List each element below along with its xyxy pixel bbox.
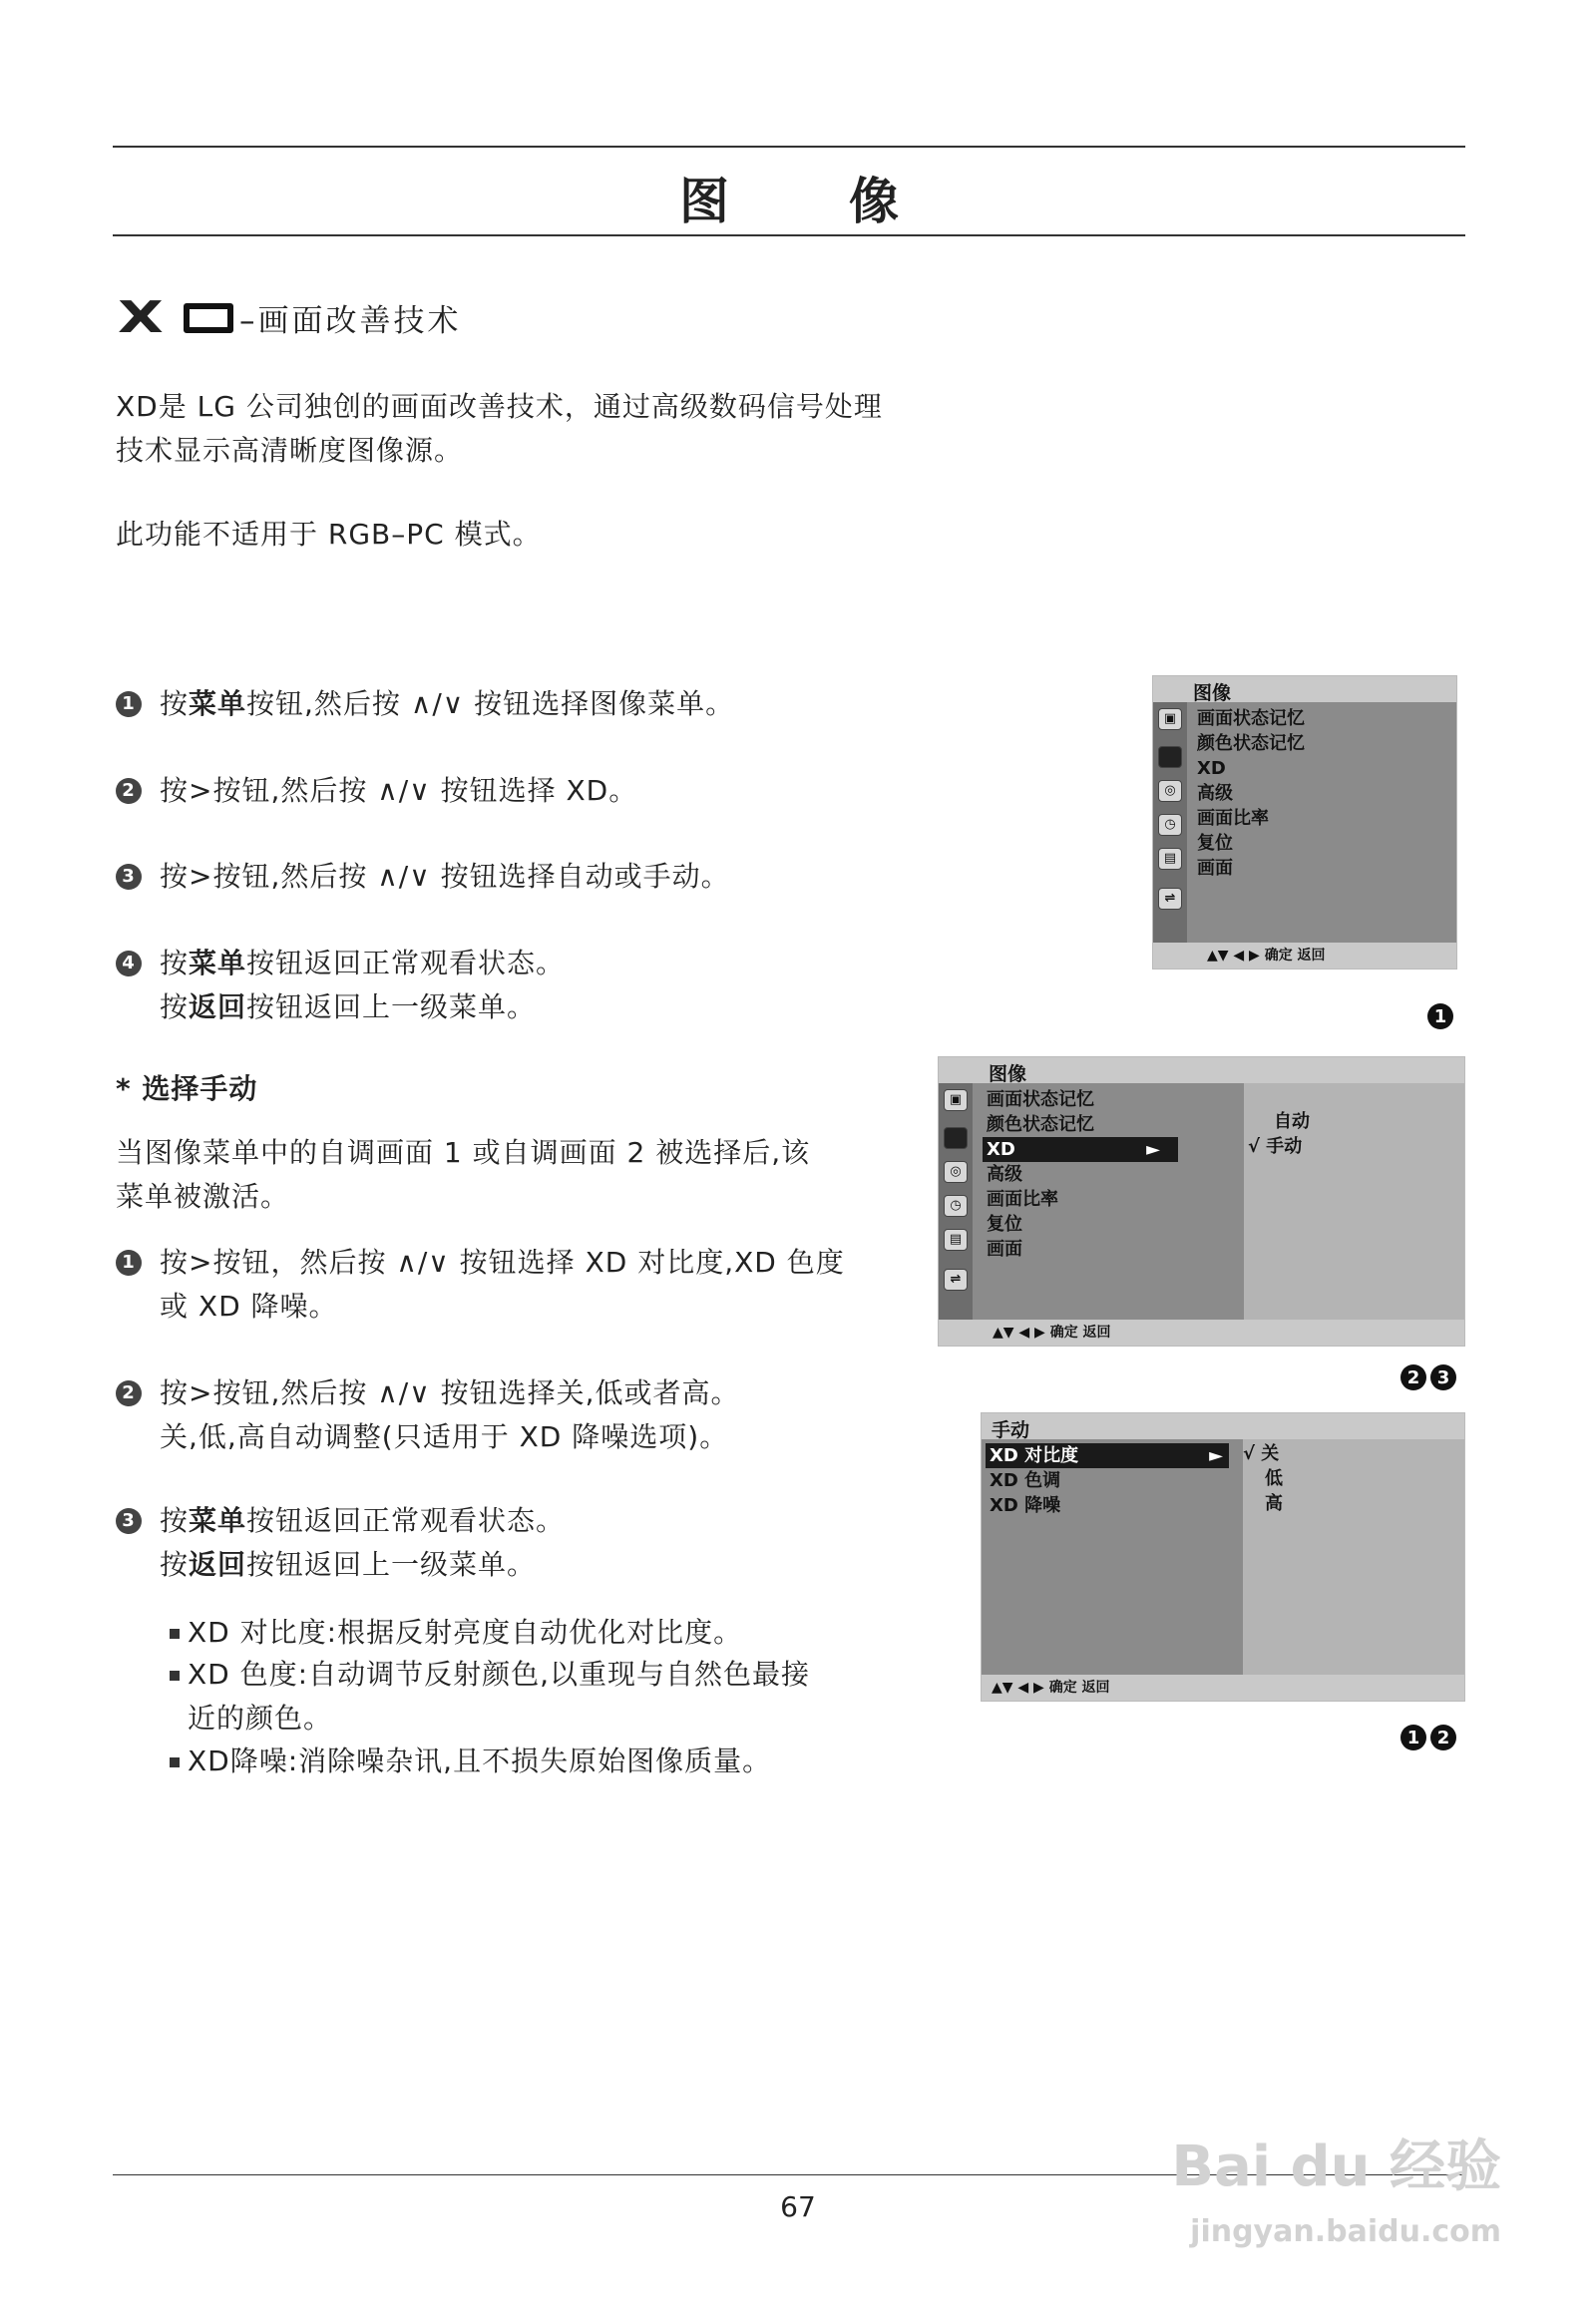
step-bold: 菜单: [189, 1504, 247, 1537]
option-manual[interactable]: √ 手动: [1248, 1136, 1303, 1157]
audio-tab-icon: ◎: [1158, 780, 1182, 802]
menu-item-label: XD: [987, 1139, 1015, 1160]
osd-footer: ▲▼ ◀ ▶ 确定 返回: [1153, 943, 1456, 968]
caption-number: 2: [1400, 1364, 1426, 1390]
title-char-1: 图: [679, 173, 729, 230]
osd-header: [982, 1413, 1464, 1439]
title-char-2: 像: [849, 173, 899, 230]
watermark-brand: Bai du 经验: [1171, 2134, 1501, 2199]
tv-tab-icon: [944, 1127, 968, 1149]
menu-item[interactable]: XD 降噪: [990, 1495, 1061, 1516]
osd-submenu: [1244, 1083, 1464, 1320]
menu-item[interactable]: 画面状态记忆: [987, 1089, 1094, 1110]
picture-tab-icon: ▣: [1158, 708, 1182, 730]
step-2: [116, 769, 637, 813]
osd1-caption: [1427, 1003, 1453, 1029]
option-auto[interactable]: 自动: [1274, 1111, 1310, 1132]
menu-item[interactable]: XD: [1197, 758, 1226, 779]
osd2-caption: [1400, 1364, 1456, 1390]
input-tab-icon: ⇌: [1158, 888, 1182, 910]
option-tab-icon: ▤: [944, 1229, 968, 1251]
step-bold: 菜单: [189, 947, 247, 979]
osd-manual-menu: [981, 1412, 1465, 1702]
menu-item-selected[interactable]: [983, 1137, 1178, 1162]
tv-tab-icon: [1158, 746, 1182, 768]
step-number: 1: [116, 1250, 142, 1276]
caption-number: 2: [1430, 1725, 1456, 1750]
menu-item[interactable]: 画面比率: [987, 1189, 1058, 1210]
step-number: 3: [116, 864, 142, 890]
menu-item[interactable]: 高级: [1197, 783, 1233, 804]
step-number: 3: [116, 1508, 142, 1534]
manual-desc-line: 菜单被激活。: [116, 1180, 290, 1213]
osd3-caption: [1400, 1725, 1456, 1750]
xd-logo-x: X: [118, 291, 159, 343]
time-tab-icon: ◷: [1158, 814, 1182, 836]
intro-paragraph: [116, 385, 883, 473]
bullet-marker: [170, 1671, 180, 1681]
osd-submenu: [1243, 1439, 1464, 1675]
manual-description: [116, 1131, 810, 1219]
osd-title: 图像: [989, 1063, 1027, 1085]
step-text: 按: [160, 687, 190, 720]
bullet-text: XD降噪:消除噪杂讯,且不损失原始图像质量。: [188, 1744, 772, 1777]
step-bold: 返回: [189, 1548, 247, 1581]
step-text: 按钮返回上一级菜单。: [246, 990, 537, 1023]
step-text: 按>按钮,然后按 ∧/∨ 按钮选择关,低或者高。: [160, 1376, 740, 1409]
step-4: [116, 942, 565, 1029]
menu-item[interactable]: 颜色状态记忆: [1197, 733, 1305, 754]
osd-sidebar: [939, 1083, 973, 1320]
caption-number: 1: [1427, 1003, 1453, 1029]
step-3: [116, 855, 730, 899]
bullet-text: XD 色度:自动调节反射颜色,以重现与自然色最接: [188, 1658, 810, 1691]
manual-desc-line: 当图像菜单中的自调画面 1 或自调画面 2 被选择后,该: [116, 1136, 811, 1169]
step-bold: 菜单: [189, 687, 247, 720]
osd-menu-list: [1197, 706, 1305, 881]
osd-header: [1153, 676, 1456, 702]
section-subtitle: –画面改善技术: [239, 303, 462, 339]
watermark-url: jingyan.baidu.com: [1190, 2214, 1501, 2249]
step-bold: 返回: [189, 990, 247, 1023]
osd-picture-menu: [1152, 675, 1457, 969]
step-1: [116, 682, 734, 726]
step-text: 关,低,高自动调整(只适用于 XD 降噪选项)。: [160, 1420, 729, 1453]
bullet-color: [170, 1653, 810, 1741]
bullet-text: XD 对比度:根据反射亮度自动优化对比度。: [188, 1616, 743, 1649]
osd-xd-menu: [938, 1056, 1465, 1347]
submenu-arrow-icon: ►: [1209, 1445, 1223, 1466]
submenu-arrow-icon: ►: [1146, 1139, 1160, 1160]
step-text: 按>按钮,然后按 ∧/∨ 按钮选择自动或手动。: [160, 860, 730, 893]
section-heading: [118, 291, 462, 343]
step-number: 2: [116, 778, 142, 804]
manual-step-3: [116, 1499, 565, 1587]
step-text: 按: [160, 990, 190, 1023]
menu-item[interactable]: XD 色调: [990, 1470, 1061, 1491]
osd-title: 图像: [1193, 682, 1232, 704]
bullet-marker: [170, 1629, 180, 1639]
input-tab-icon: ⇌: [944, 1269, 968, 1291]
caption-number: 1: [1400, 1725, 1426, 1750]
manual-heading: * 选择手动: [116, 1072, 258, 1105]
bullet-contrast: [170, 1611, 742, 1655]
mode-note: 此功能不适用于 RGB–PC 模式。: [116, 518, 542, 551]
osd-sidebar: [1153, 702, 1187, 943]
menu-item[interactable]: 画面: [1197, 858, 1233, 879]
page-number: 67: [780, 2190, 816, 2223]
osd-footer: ▲▼ ◀ ▶ 确定 返回: [982, 1675, 1464, 1701]
option-tab-icon: ▤: [1158, 848, 1182, 870]
xd-logo: [118, 291, 233, 343]
step-text: 按>按钮，然后按 ∧/∨ 按钮选择 XD 对比度,XD 色度: [160, 1246, 845, 1279]
menu-item-selected[interactable]: [986, 1443, 1229, 1468]
step-text: 按钮返回正常观看状态。: [246, 1504, 566, 1537]
bullet-text: 近的颜色。: [188, 1702, 333, 1735]
manual-step-1: [116, 1241, 845, 1329]
step-text: 按>按钮,然后按 ∧/∨ 按钮选择 XD。: [160, 774, 638, 807]
menu-item[interactable]: 画面: [987, 1239, 1022, 1260]
osd-menu-list: [990, 1443, 1229, 1518]
step-text: 按: [160, 947, 190, 979]
menu-item[interactable]: 复位: [987, 1214, 1022, 1235]
title-rule: [113, 234, 1465, 236]
menu-item-label: XD 对比度: [990, 1445, 1079, 1466]
caption-number: 3: [1430, 1364, 1456, 1390]
manual-step-2: [116, 1371, 740, 1459]
option-off[interactable]: √ 关: [1243, 1443, 1280, 1464]
step-text: 按: [160, 1548, 190, 1581]
audio-tab-icon: ◎: [944, 1161, 968, 1183]
osd-menu-list: [987, 1087, 1178, 1262]
step-text: 按钮,然后按 ∧/∨ 按钮选择图像菜单。: [246, 687, 735, 720]
step-text: 或 XD 降噪。: [160, 1290, 338, 1323]
time-tab-icon: ◷: [944, 1195, 968, 1217]
page-title: [113, 158, 1465, 237]
osd-footer: ▲▼ ◀ ▶ 确定 返回: [939, 1320, 1464, 1346]
intro-line: 技术显示高清晰度图像源。: [116, 434, 464, 467]
osd-header: [939, 1057, 1464, 1083]
bullet-noise: [170, 1740, 771, 1783]
menu-item[interactable]: 高级: [987, 1164, 1022, 1185]
menu-item[interactable]: 复位: [1197, 833, 1233, 854]
step-number: 1: [116, 691, 142, 717]
option-high[interactable]: 高: [1265, 1493, 1283, 1514]
menu-item[interactable]: 画面比率: [1197, 808, 1269, 829]
step-text: 按钮返回上一级菜单。: [246, 1548, 537, 1581]
step-number: 4: [116, 951, 142, 976]
osd-title: 手动: [992, 1419, 1030, 1441]
step-text: 按钮返回正常观看状态。: [246, 947, 566, 979]
menu-item[interactable]: 颜色状态记忆: [987, 1114, 1094, 1135]
intro-line: XD是 LG 公司独创的画面改善技术，通过高级数码信号处理: [116, 390, 883, 423]
bullet-marker: [170, 1757, 180, 1767]
menu-item[interactable]: 画面状态记忆: [1197, 708, 1305, 729]
step-text: 按: [160, 1504, 190, 1537]
top-rule: [113, 146, 1465, 148]
step-number: 2: [116, 1380, 142, 1406]
option-low[interactable]: 低: [1265, 1468, 1283, 1489]
picture-tab-icon: ▣: [944, 1089, 968, 1111]
